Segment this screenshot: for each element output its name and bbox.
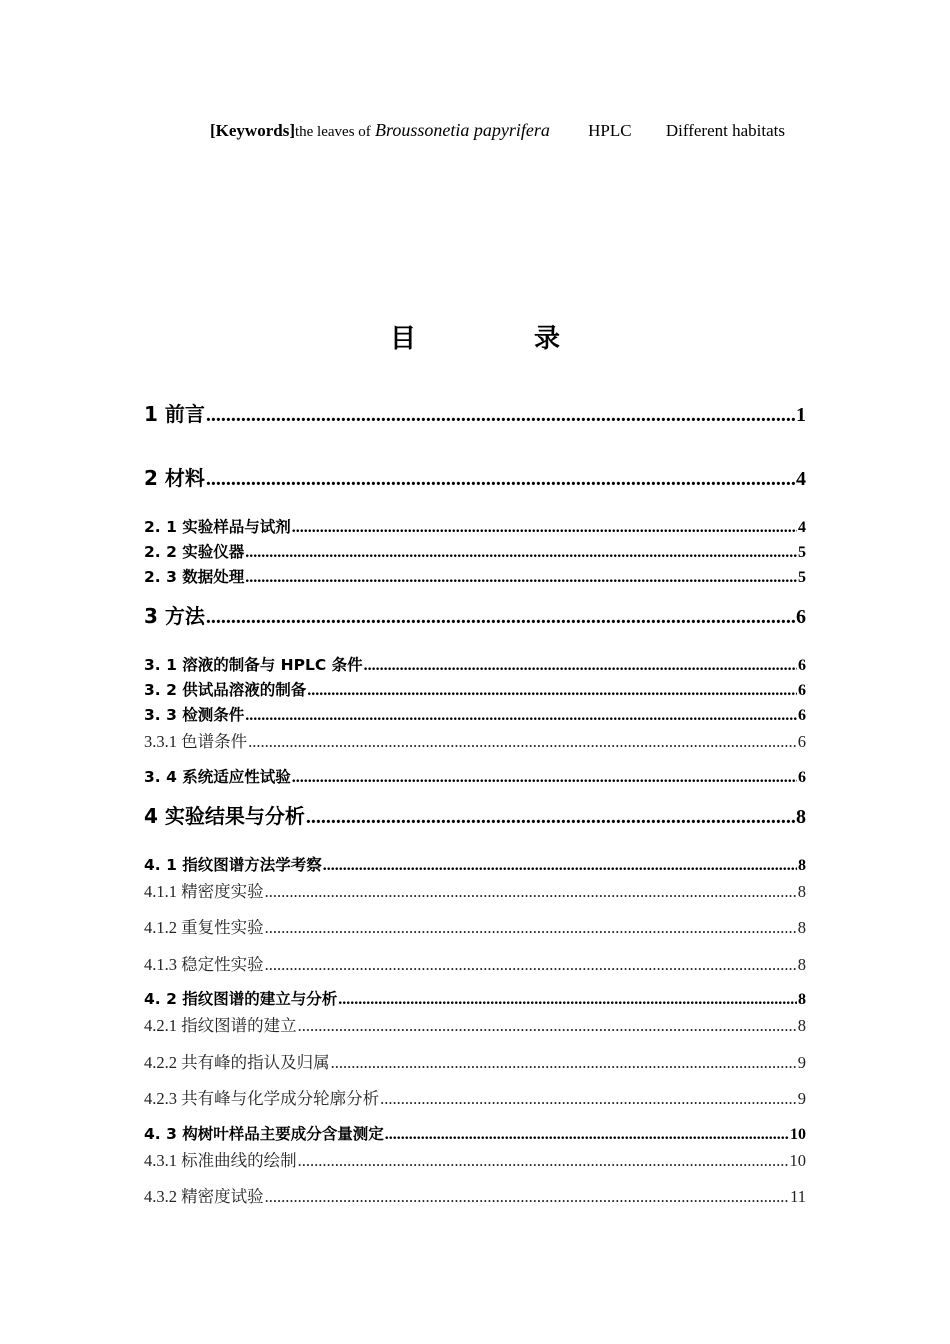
toc-page-number: 8: [797, 918, 806, 937]
toc-dot-leader: [245, 569, 797, 587]
toc-dot-leader: [292, 519, 797, 537]
toc-dot-leader: [338, 991, 797, 1009]
keyword-term: Different: [665, 121, 728, 140]
toc-entry-label: 4.2.3 共有峰与化学成分轮廓分析: [144, 1089, 380, 1108]
toc-entry[interactable]: [144, 1012, 806, 1036]
toc-entry-label: 4. 3 构树叶样品主要成分含量测定: [144, 1125, 384, 1143]
toc-page-number: 5: [798, 544, 806, 561]
toc-page-number: 8: [798, 857, 806, 874]
toc-entry-label: 3. 2 供试品溶液的制备: [144, 681, 307, 699]
toc-page-number: 8: [797, 882, 806, 901]
toc-entry[interactable]: [144, 398, 806, 427]
toc-entry[interactable]: [144, 703, 806, 725]
toc-page-number: 6: [796, 606, 806, 628]
toc-entry-label: 2 材料: [144, 466, 205, 490]
toc-entry-label: 2. 1 实验样品与试剂: [144, 518, 291, 536]
toc-page-number: 10: [790, 1126, 806, 1143]
toc-entry[interactable]: [144, 987, 806, 1009]
toc-page-number: 11: [790, 1187, 806, 1206]
toc-entry-label: 4.1.2 重复性实验: [144, 918, 264, 937]
toc-dot-leader: [307, 682, 797, 700]
toc-entry[interactable]: [144, 878, 806, 902]
toc-entry-label: 4. 2 指纹图谱的建立与分析: [144, 990, 338, 1008]
toc-entry[interactable]: [144, 765, 806, 787]
toc-entry[interactable]: [144, 914, 806, 938]
toc-dot-leader: [245, 707, 797, 725]
toc-dot-leader: [248, 732, 797, 752]
toc-page-number: 6: [798, 682, 806, 699]
toc-entry[interactable]: [144, 800, 806, 829]
keywords-paragraph: [144, 112, 806, 150]
toc-entry[interactable]: [144, 678, 806, 700]
toc-page-number: 6: [797, 732, 806, 751]
toc-dot-leader: [265, 1187, 789, 1207]
toc-dot-leader: [206, 606, 795, 629]
keyword-term: the leaves of: [294, 124, 371, 140]
toc-entry[interactable]: [144, 515, 806, 537]
toc-entry-label: 1 前言: [144, 402, 205, 426]
toc-dot-leader: [292, 769, 797, 787]
toc-entry-label: 4.1.1 精密度实验: [144, 882, 264, 901]
toc-page-number: 6: [798, 657, 806, 674]
toc-page-number: 4: [798, 519, 806, 536]
toc-dot-leader: [364, 657, 797, 675]
toc-entry[interactable]: [144, 1183, 806, 1207]
toc-dot-leader: [380, 1089, 797, 1109]
toc-dot-leader: [331, 1053, 797, 1073]
keyword-term: Broussonetia papyrifera: [375, 120, 550, 140]
toc-entry-label: 4.3.1 标准曲线的绘制: [144, 1151, 297, 1170]
toc-entry[interactable]: [144, 951, 806, 975]
toc-entry-label: 4 实验结果与分析: [144, 804, 305, 828]
keyword-term: HPLC: [588, 121, 632, 140]
toc-entry[interactable]: [144, 1049, 806, 1073]
toc-page-number: 9: [797, 1089, 806, 1108]
toc-entry[interactable]: [144, 1122, 806, 1144]
toc-page-number: 4: [796, 468, 806, 490]
toc-entry[interactable]: [144, 653, 806, 675]
toc-page-number: 10: [789, 1151, 806, 1170]
toc-entry-label: 4.3.2 精密度试验: [144, 1187, 264, 1206]
toc-dot-leader: [265, 955, 797, 975]
toc-title: 目 录: [389, 324, 606, 354]
toc-dot-leader: [206, 468, 795, 491]
toc-entry[interactable]: [144, 462, 806, 491]
toc-dot-leader: [265, 882, 797, 902]
toc-page-number: 9: [797, 1053, 806, 1072]
toc-entry-label: 3. 4 系统适应性试验: [144, 768, 291, 786]
toc-entry-label: 4.2.1 指纹图谱的建立: [144, 1016, 297, 1035]
toc-entry-label: 2. 3 数据处理: [144, 568, 245, 586]
toc-page-number: 5: [798, 569, 806, 586]
toc-entry[interactable]: [144, 540, 806, 562]
toc-dot-leader: [385, 1126, 789, 1144]
toc-entry[interactable]: [144, 1147, 806, 1171]
toc-dot-leader: [298, 1016, 797, 1036]
toc-entry[interactable]: [144, 1085, 806, 1109]
toc-dot-leader: [265, 918, 797, 938]
toc-dot-leader: [298, 1151, 789, 1171]
toc-page-number: 6: [798, 769, 806, 786]
toc-entry-label: 3 方法: [144, 604, 205, 628]
toc-entry-label: 4. 1 指纹图谱方法学考察: [144, 856, 322, 874]
toc-entry-label: 3. 1 溶液的制备与 HPLC 条件: [144, 656, 363, 674]
toc-entry-label: 4.1.3 稳定性实验: [144, 955, 264, 974]
toc-page-number: 8: [796, 806, 806, 828]
toc-entry[interactable]: [144, 600, 806, 629]
toc-entry-label: 3. 3 检测条件: [144, 706, 245, 724]
toc-entry[interactable]: [144, 728, 806, 752]
toc-page-number: 6: [798, 707, 806, 724]
toc-entry[interactable]: [144, 565, 806, 587]
toc-dot-leader: [245, 544, 797, 562]
toc-page-number: 8: [797, 955, 806, 974]
toc-entry-label: 4.2.2 共有峰的指认及归属: [144, 1053, 330, 1072]
toc-page-number: 1: [796, 404, 806, 426]
toc-dot-leader: [306, 806, 795, 829]
keyword-term: habitats: [732, 121, 785, 140]
toc-entry-label: 3.3.1 色谱条件: [144, 732, 248, 751]
toc-entry[interactable]: [144, 853, 806, 875]
toc-page-number: 8: [798, 991, 806, 1008]
toc-page-number: 8: [797, 1016, 806, 1035]
toc-dot-leader: [206, 404, 795, 427]
keywords-label: [Keywords]: [210, 121, 295, 140]
toc-entry-label: 2. 2 实验仪器: [144, 543, 245, 561]
toc-dot-leader: [323, 857, 797, 875]
